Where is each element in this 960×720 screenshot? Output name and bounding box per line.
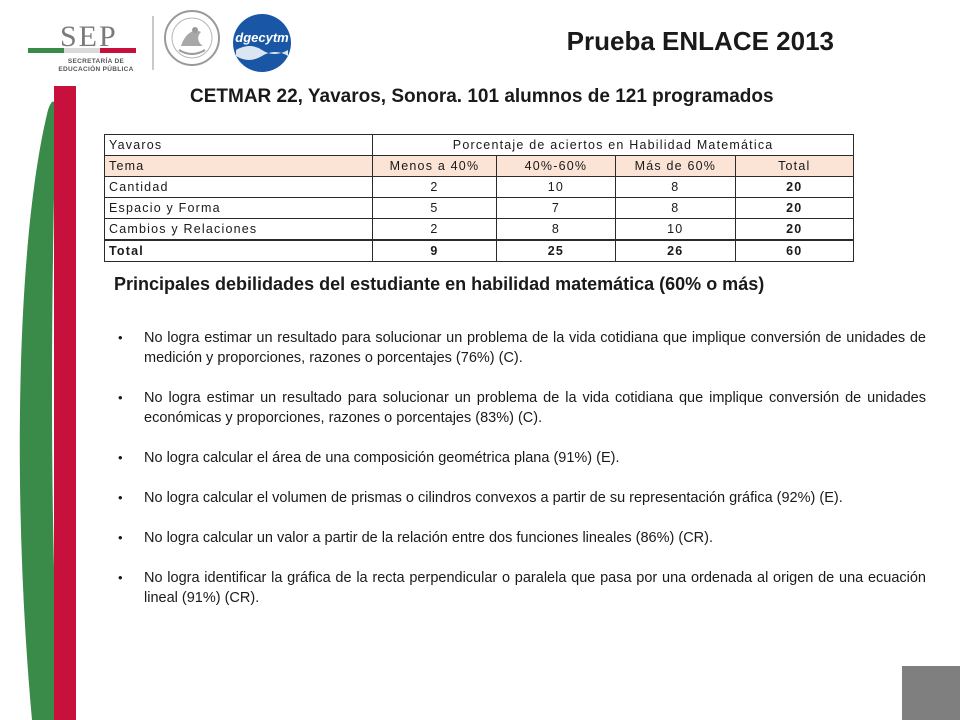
table-cell: 20 bbox=[735, 198, 853, 219]
table-group-header-row bbox=[105, 135, 854, 156]
table-cell: 20 bbox=[735, 177, 853, 198]
table-cell: 8 bbox=[616, 177, 735, 198]
bullet-icon: • bbox=[118, 530, 123, 545]
list-item-text: No logra calcular un valor a partir de la relación entre dos funciones lineales (86%) (CR). bbox=[144, 530, 713, 546]
table-cell: Total bbox=[105, 240, 373, 262]
list-item bbox=[118, 388, 926, 428]
bullet-icon: • bbox=[118, 450, 123, 465]
table-cell: Cantidad bbox=[105, 177, 373, 198]
table-cell: 20 bbox=[735, 219, 853, 241]
table-cell: 25 bbox=[496, 240, 615, 262]
bullet-icon: • bbox=[118, 570, 123, 585]
column-header: Menos a 40% bbox=[373, 156, 496, 177]
dgecytm-logo-icon bbox=[230, 12, 294, 74]
page-subtitle: CETMAR 22, Yavaros, Sonora. 101 alumnos de 121 programados bbox=[190, 86, 774, 107]
table-cell: 9 bbox=[373, 240, 496, 262]
table-row bbox=[105, 177, 854, 198]
weaknesses-list bbox=[118, 328, 926, 608]
table-cell: 8 bbox=[496, 219, 615, 241]
red-stripe-decoration bbox=[54, 86, 76, 720]
list-item bbox=[118, 448, 926, 468]
table-cell: 7 bbox=[496, 198, 615, 219]
results-table bbox=[104, 134, 854, 262]
page-title: Prueba ENLACE 2013 bbox=[566, 26, 834, 56]
table-group-header: Porcentaje de aciertos en Habilidad Matemática bbox=[373, 135, 854, 156]
table-cell: 8 bbox=[616, 198, 735, 219]
list-item-text: No logra estimar un resultado para solucionar un problema de la vida cotidiana que implique conversión de unidades económicas y proporciones, razones o porcentajes (83%) (C). bbox=[144, 390, 926, 426]
dgecytm-text: dgecytm bbox=[235, 30, 289, 45]
column-header: Tema bbox=[105, 156, 373, 177]
list-item-text: No logra calcular el volumen de prismas o cilindros convexos a partir de su representación gráfica (92%) (E). bbox=[144, 490, 843, 506]
bullet-icon: • bbox=[118, 390, 123, 405]
table-cell: Cambios y Relaciones bbox=[105, 219, 373, 241]
list-item bbox=[118, 328, 926, 368]
list-item bbox=[118, 488, 926, 508]
table-cell: 26 bbox=[616, 240, 735, 262]
weaknesses-heading: Principales debilidades del estudiante en habilidad matemática (60% o más) bbox=[114, 274, 765, 294]
mexican-seal-icon bbox=[163, 8, 221, 68]
table-cell: 5 bbox=[373, 198, 496, 219]
table-column-header-row bbox=[105, 156, 854, 177]
table-cell: Espacio y Forma bbox=[105, 198, 373, 219]
bullet-icon: • bbox=[118, 330, 123, 345]
column-header: Más de 60% bbox=[616, 156, 735, 177]
table-row bbox=[105, 198, 854, 219]
corner-decoration bbox=[902, 666, 960, 720]
list-item bbox=[118, 568, 926, 608]
table-total-row bbox=[105, 240, 854, 262]
table-cell: 10 bbox=[616, 219, 735, 241]
sep-wordmark: SEP bbox=[60, 20, 118, 53]
table-cell: 60 bbox=[735, 240, 853, 262]
list-item-text: No logra estimar un resultado para solucionar un problema de la vida cotidiana que implique conversión de unidades de medición y proporciones, razones o porcentajes (76%) (C). bbox=[144, 330, 926, 366]
list-item-text: No logra identificar la gráfica de la recta perpendicular o paralela que pasa por una ordenada al origen de una ecuación lineal (91%) (CR). bbox=[144, 570, 926, 606]
sep-logo bbox=[22, 18, 134, 74]
list-item-text: No logra calcular el área de una composición geométrica plana (91%) (E). bbox=[144, 450, 620, 466]
list-item bbox=[118, 528, 926, 548]
bullet-icon: • bbox=[118, 490, 123, 505]
column-header: Total bbox=[735, 156, 853, 177]
column-header: 40%-60% bbox=[496, 156, 615, 177]
table-cell: 10 bbox=[496, 177, 615, 198]
sep-subtitle: SECRETARÍA DE EDUCACIÓN PÚBLICA bbox=[58, 58, 134, 73]
logo-divider bbox=[152, 16, 154, 70]
table-cell: 2 bbox=[373, 177, 496, 198]
table-row bbox=[105, 219, 854, 241]
table-cell: 2 bbox=[373, 219, 496, 241]
table-top-left-cell: Yavaros bbox=[105, 135, 373, 156]
